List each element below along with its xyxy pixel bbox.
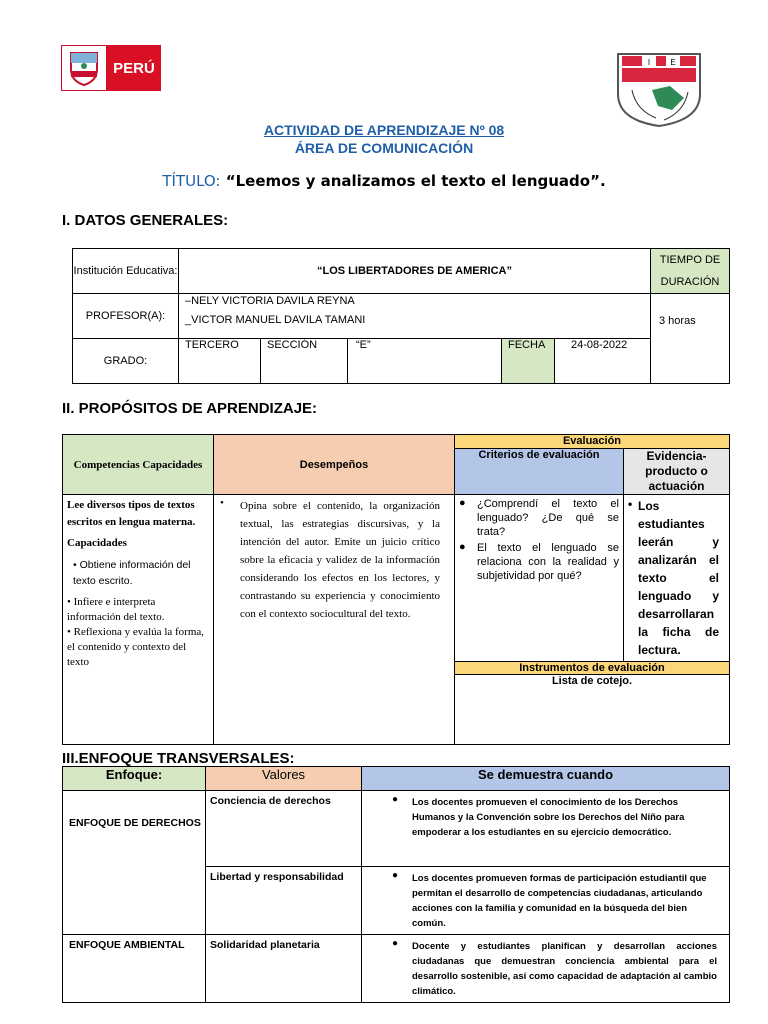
criterio-item-2 [459,541,619,583]
activity-title: ACTIVIDAD DE APRENDIZAJE Nº 08 [263,122,505,138]
evidencia-cell [624,495,730,662]
enfoque-derechos-text: ENFOQUE DE DERECHOS [69,816,201,829]
desempeno-text: Opina sobre el contenido, la organización textual, las estrategias discursivas, y la intención del autor. Emite un juicio crítico sobre la eficacia y validez de la información considerando los efectos en los lectores, y contrastando su experiencia y conocimiento con el contexto sociocultural del texto. [240,500,440,620]
enfoque-derechos [63,791,206,935]
section-1-heading: I. DATOS GENERALES: [62,212,229,229]
texto-3-cell [362,935,730,1003]
school-logo [612,50,706,128]
col-competencias: Competencias Capacidades [63,435,214,495]
bullet-icon: ● [392,794,399,805]
svg-text:E: E [670,58,676,67]
capacidad-3: • Reflexiona y evalúa la forma, el contenido y contexto del texto [67,626,205,668]
instrumentos-label: Instrumentos de evaluación [455,662,730,675]
enfoque-ambiental: ENFOQUE AMBIENTAL [63,935,206,1003]
bullet-icon: ● [392,870,399,881]
profesor-1: –NELY VICTORIA DAVILA REYNA [185,295,355,307]
desempenos-cell [214,495,455,745]
criterio-item-1 [459,497,619,539]
title-text: “Leemos y analizamos el texto el lenguado”. [225,172,606,190]
section-3-heading: III.ENFOQUE TRANSVERSALES: [62,750,295,767]
seccion-value: “E” [348,339,502,384]
col-evaluacion: Evaluación [455,435,730,449]
instrumentos-value: Lista de cotejo. [455,675,730,745]
fecha-value: 24-08-2022 [555,339,651,384]
horas-value [651,294,730,384]
texto-3: Docente y estudiantes planifican y desarrollan acciones ciudadanas que demuestran conciencia ambiental para el desarrollo sostenible, así como capacidad de adaptación al cambio climático. [412,941,717,997]
fecha-label: FECHA [502,339,555,384]
seccion-label: SECCIÓN [261,339,348,384]
grado-value: TERCERO [179,339,261,384]
main-title [0,172,768,190]
capacidad-2: • Infiere e interpreta información del texto. [67,596,165,623]
profesor-cell [179,294,651,339]
col-valores: Valores [206,767,362,791]
bullet-icon: • [220,497,224,509]
col-criterios: Criterios de evaluación [455,449,624,495]
col-enfoque: Enfoque: [63,767,206,791]
peru-logo [61,45,161,91]
valor-3: Solidaridad planetaria [206,935,362,1003]
area-title: ÁREA DE COMUNICACIÓN [294,140,474,156]
evidencia-item [628,497,719,659]
institucion-label: Institución Educativa: [73,249,179,294]
desempeno-item [220,497,440,623]
bullet-icon: ● [392,938,399,949]
peru-label: PERÚ [107,45,161,91]
datos-generales-table [72,248,730,384]
evidencia-text: Los estudiantes leerán y analizarán el texto el lenguado y desarrollaran la ficha de lectura. [638,499,719,657]
peru-shield-icon [61,45,107,91]
criterio-1: ¿Comprendí el texto el lenguado? ¿De qué se trata? [477,498,619,538]
profesor-label: PROFESOR(A): [73,294,179,339]
section-2-heading: II. PROPÓSITOS DE APRENDIZAJE: [62,400,318,417]
criterio-2: El texto el lenguado se relaciona con la realidad y subjetividad por qué? [477,542,619,582]
col-demuestra: Se demuestra cuando [362,767,730,791]
col-desempenos: Desempeños [214,435,455,495]
horas-text: 3 horas [659,314,696,327]
texto-1: Los docentes promueven el conocimiento de los Derechos Humanos y la Convención sobre los Derechos del Niño para empoderar a los estudiantes en su ejercicio democrático. [412,797,685,838]
grado-label: GRADO: [73,339,179,384]
propositos-table [62,434,730,745]
capacidad-1: • Obtiene información del texto escrito. [73,559,191,587]
svg-text:I: I [647,58,651,67]
capacidades-label: Capacidades [67,537,127,549]
texto-2: Los docentes promueven formas de participación estudiantil que permitan el desarrollo de competencias ciudadanas, articulando acciones con la familia y comunidad en la búsqueda del bien común. [412,873,707,929]
valor-1: Conciencia de derechos [206,791,362,867]
texto-1-cell [362,791,730,867]
institucion-value: “LOS LIBERTADORES DE AMERICA” [179,249,651,294]
title-label: TÍTULO: [162,172,221,190]
bullet-icon: ● [459,497,466,509]
enfoques-table [62,766,730,1003]
bullet-icon: • [628,497,633,511]
bullet-icon: ● [459,541,466,553]
tiempo-label: TIEMPO DE DURACIÓN [651,249,730,294]
criterios-cell [455,495,624,662]
competencia-text: Lee diversos tipos de textos escritos en lengua materna. [67,499,196,528]
competencias-cell [63,495,214,745]
texto-2-cell [362,867,730,935]
col-evidencia: Evidencia-producto o actuación [624,449,730,495]
valor-2: Libertad y responsabilidad [206,867,362,935]
profesor-2: _VICTOR MANUEL DAVILA TAMANI [185,314,366,326]
